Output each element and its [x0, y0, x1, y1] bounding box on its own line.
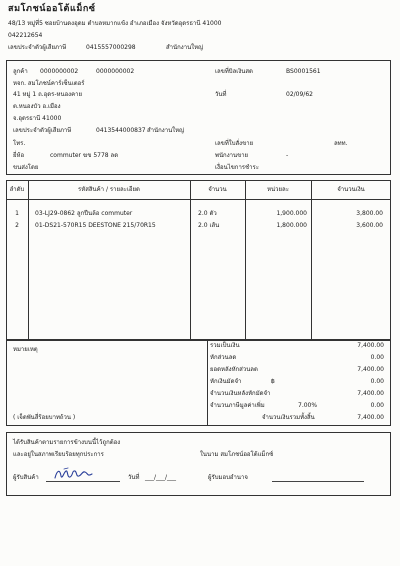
row-unit-price: 1,800.000: [276, 222, 307, 229]
col-divider-4: [311, 180, 312, 340]
col-header-no: ลำดับ: [9, 186, 25, 193]
row-description: 03-LJ29-0862 ลูกปืนล้อ commuter: [35, 210, 133, 217]
received-statement-1: ได้รับสินค้าตามรายการข้างบนนี้ไว้ถูกต้อง: [13, 439, 121, 446]
row-amount: 3,600.00: [356, 222, 383, 229]
receive-date-blank: ___/___/___: [145, 474, 177, 481]
after-discount-label: ยอดหลังหักส่วนลด: [210, 366, 258, 373]
salesperson-label: พนักงานขาย: [215, 152, 249, 159]
received-statement-2: และอยู่ในสภาพเรียบร้อยทุกประการ: [13, 451, 104, 458]
customer-code-label: ลูกค้า: [13, 68, 28, 75]
subtotal-value: 7,400.00: [357, 342, 384, 349]
customer-address-1: 41 หมู่ 1 ถ.อุดร-หนองคาย: [13, 91, 82, 98]
row-unit-price: 1,900.000: [276, 210, 307, 217]
customer-phone-label: โทร.: [13, 140, 26, 147]
row-no: 1: [15, 210, 19, 217]
deposit-unit: ฿: [271, 378, 275, 385]
customer-branch: สำนักงานใหญ่: [147, 127, 185, 134]
customer-code: 0000000002: [40, 68, 79, 75]
col-header-description: รหัสสินค้า / รายละเอียด: [78, 186, 140, 193]
summary-divider: [207, 340, 208, 426]
company-tax-label: เลขประจำตัวผู้เสียภาษี: [8, 44, 67, 51]
authorized-signature-line: [272, 481, 364, 482]
vehicle-label: ยี่ห้อ: [13, 152, 25, 159]
shipping-label: ขนส่งโดย: [13, 164, 39, 171]
col-header-unit-price: หน่วยละ: [267, 186, 289, 193]
company-phone: 042212654: [8, 32, 43, 39]
row-amount: 3,800.00: [356, 210, 383, 217]
company-branch: สำนักงานใหญ่: [166, 44, 204, 51]
salesperson-value: -: [286, 152, 289, 159]
col-divider-3: [245, 180, 246, 340]
on-behalf-of: ในนาม สมโภชน์ออโต้แม็กซ์: [200, 451, 274, 458]
order-ref-label: เลขที่ใบสั่งขาย: [215, 140, 254, 147]
amount-in-words: ( เจ็ดพันสี่ร้อยบาทถ้วน ): [13, 414, 76, 421]
company-address: 48/13 หมู่ที่5 ซอยบ้านดงอุดม ตำบลหมากแข้ง อำเภอเมือง จังหวัดอุดรธานี 41000: [8, 20, 222, 27]
after-deposit-label: จำนวนเงินหลังหักมัดจำ: [210, 390, 271, 397]
deposit-value: 0.00: [370, 378, 384, 385]
order-ref-value: ลทท.: [334, 140, 348, 147]
subtotal-label: รวมเป็นเงิน: [210, 342, 240, 349]
grand-total-value: 7,400.00: [357, 414, 384, 421]
customer-address-3: จ.อุดรธานี 41000: [13, 115, 62, 122]
col-divider-2: [190, 180, 191, 340]
vat-value: 0.00: [370, 402, 384, 409]
vat-rate: 7.00%: [298, 402, 318, 409]
col-header-qty: จำนวน: [208, 186, 227, 193]
doc-no: BS0001561: [286, 68, 321, 75]
payment-terms-label: เงื่อนไขการชำระ: [215, 164, 259, 171]
notes-label: หมายเหตุ: [13, 346, 38, 353]
vehicle-value: commuter ฆข 5778 ลด: [50, 152, 119, 159]
items-table: [6, 180, 391, 340]
row-qty: 2.0 เส้น: [198, 222, 220, 229]
vat-label: จำนวนภาษีมูลค่าเพิ่ม: [210, 402, 265, 409]
discount-value: 0.00: [370, 354, 384, 361]
after-deposit-value: 7,400.00: [357, 390, 384, 397]
after-discount-value: 7,400.00: [357, 366, 384, 373]
table-header-divider: [6, 199, 391, 200]
company-name: สมโภชน์ออโต้แม็กซ์: [8, 4, 96, 14]
customer-tax-id: 0413544000837: [96, 127, 146, 134]
customer-address-2: ต.หนองบัว อ.เมือง: [13, 103, 61, 110]
doc-date-label: วันที่: [215, 91, 227, 98]
customer-name: หจก. สมโภชน์คาร์เซ็นเตอร์: [13, 80, 85, 87]
deposit-label: หักเงินมัดจำ: [210, 378, 242, 385]
col-header-amount: จำนวนเงิน: [337, 186, 365, 193]
authorized-label: ผู้รับมอบอำนาจ: [208, 474, 248, 481]
company-tax-id: 0415557000298: [86, 44, 136, 51]
receiver-signature-icon: [52, 466, 96, 482]
grand-total-label: จำนวนเงินรวมทั้งสิ้น: [262, 414, 315, 421]
receiver-label: ผู้รับสินค้า: [13, 474, 39, 481]
customer-tax-label: เลขประจำตัวผู้เสียภาษี: [13, 127, 72, 134]
row-no: 2: [15, 222, 19, 229]
doc-no-label: เลขที่บิลเงินสด: [215, 68, 253, 75]
receive-date-label: วันที่: [128, 474, 140, 481]
discount-label: หักส่วนลด: [210, 354, 237, 361]
doc-date: 02/09/62: [286, 91, 313, 98]
customer-code-2: 0000000002: [96, 68, 135, 75]
row-description: 01-DS21-570R15 DEESTONE 215/70R15: [35, 222, 156, 229]
row-qty: 2.0 ตัว: [198, 210, 217, 217]
col-divider-1: [28, 180, 29, 340]
